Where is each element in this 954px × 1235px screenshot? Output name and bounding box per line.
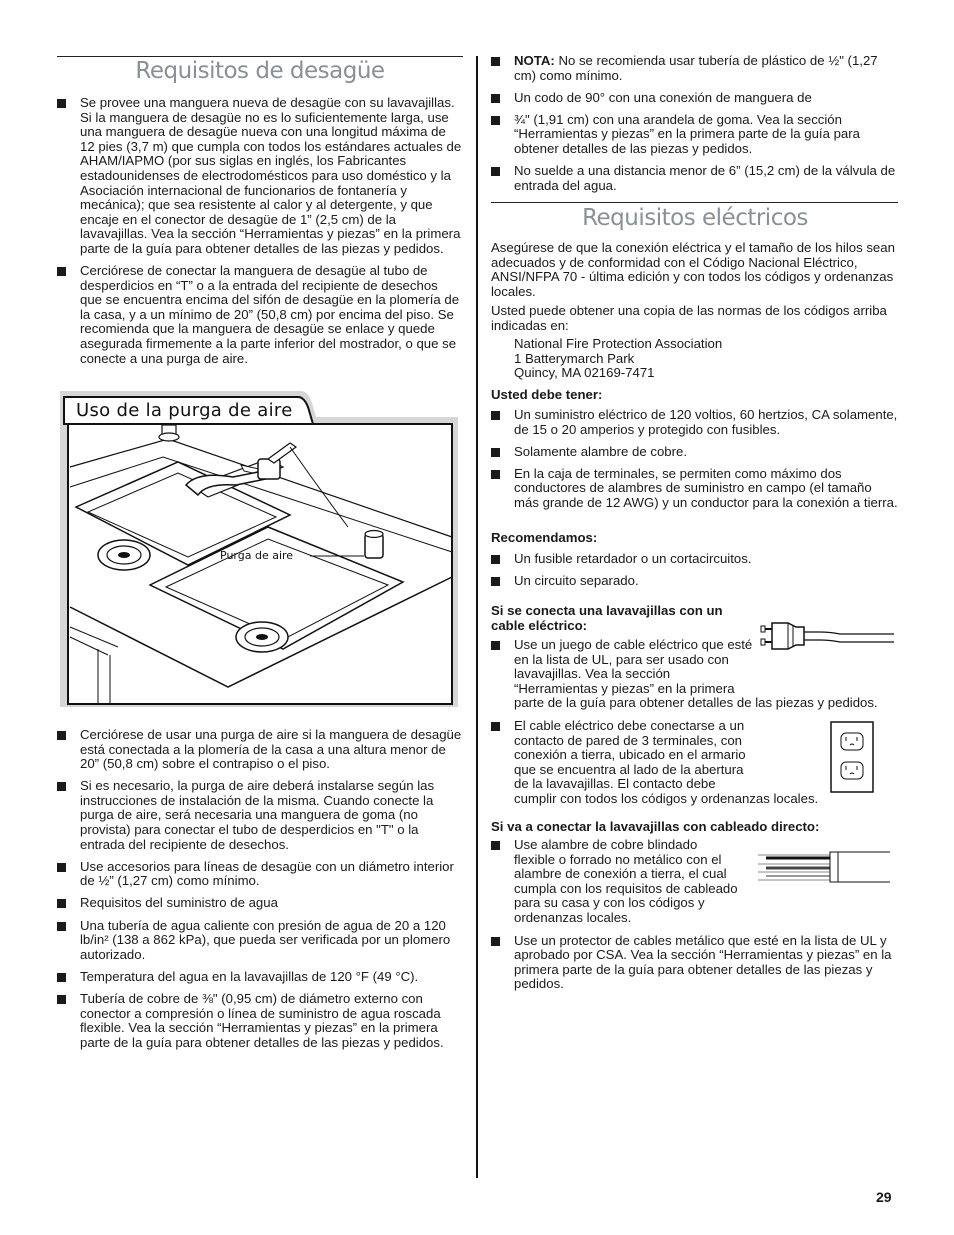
electrical-requirements-heading: Requisitos eléctricos	[582, 205, 808, 231]
rule-electrical	[491, 202, 898, 203]
list-item: Un circuito separado.	[491, 574, 899, 589]
bullet-square-icon	[491, 470, 500, 479]
list-item: Se provee una manguera nueva de desagüe con su lavavajillas. Si la manguera de desagüe no es lo suficientemente larga, use una manguera de desagüe nueva con una longitud máxima de 12 pies (3,7 m) que cumpla con todos los estándares actuales de AHAM/IAPMO (por sus siglas en inglés, los Fabricantes estadounidenses de electrodomésticos para uso doméstico y la Asociación internacional de funcionarios de fontanería y mecánica); que sea resistente al calor y al detergente, y que encaje en el conector de desagüe de 1” (2,5 cm) de la lavavajillas. Vea la sección “Herramientas y piezas” en la primera parte de la guía para obtener detalles de las piezas y pedidos.	[57, 96, 463, 257]
bullet-square-icon	[491, 555, 500, 564]
bullet-square-icon	[491, 167, 500, 176]
page-number: 29	[876, 1189, 892, 1205]
list-item: No suelde a una distancia menor de 6” (15,2 cm) de la válvula de entrada del agua.	[491, 164, 899, 193]
bullet-square-icon	[57, 995, 66, 1004]
direct-wire-heading: Si va a conectar la lavavajillas con cableado directo:	[491, 819, 820, 834]
list-item: En la caja de terminales, se permiten como máximo dos conductores de alambres de suministro en campo (el tamaño más grande de 12 AWG) y un conductor para la conexión a tierra.	[491, 467, 899, 511]
electrical-intro: Asegúrese de que la conexión eléctrica y el tamaño de los hilos sean adecuados y de conformidad con el Código Nacional Eléctrico, ANSI/NFPA 70 - última edición y con todos los códigos y ordenanzas locales.	[491, 240, 895, 299]
bullet-square-icon	[491, 641, 500, 650]
drain-bullets-top	[57, 96, 463, 374]
figure-title: Uso de la purga de aire	[76, 400, 293, 421]
bullet-square-icon	[491, 577, 500, 586]
list-item: Use un protector de cables metálico que esté en la lista de UL y aprobado por CSA. Vea la sección “Herramientas y piezas” en la primera parte de la guía para obtener detalles de las piezas y pedidos.	[491, 934, 899, 992]
bullet-square-icon	[57, 922, 66, 931]
drain-bullets-bottom	[57, 728, 463, 1058]
sink-illustration	[58, 387, 460, 709]
top-rule-left	[57, 56, 463, 57]
bullet-square-icon	[57, 99, 66, 108]
list-item: Temperatura del agua en la lavavajillas de 120 °F (49 °C).	[57, 970, 463, 985]
recommend-heading: Recomendamos:	[491, 530, 598, 545]
bullet-square-icon	[491, 57, 500, 66]
bullet-square-icon	[491, 448, 500, 457]
list-item: Cerciórese de conectar la manguera de desagüe al tubo de desperdicios en “T” o a la entrada del recipiente de desechos que se encuentra encima del sifón de desagüe en la plomería de la casa, y a un mínimo de 20” (50,8 cm) por encima del piso. Se recomienda que la manguera de desagüe se enlace y quede asegurada firmemente a la parte inferior del mostrador, o que se conecte a una purga de aire.	[57, 264, 463, 366]
drain-requirements-heading: Requisitos de desagüe	[135, 58, 385, 84]
bullet-square-icon	[57, 863, 66, 872]
bullet-square-icon	[57, 973, 66, 982]
list-item: Un fusible retardador o un cortacircuitos.	[491, 552, 899, 567]
bullet-square-icon	[57, 731, 66, 740]
list-item: Un suministro eléctrico de 120 voltios, 60 hertzios, CA solamente, de 15 o 20 amperios y protegido con fusibles.	[491, 408, 899, 437]
nfpa-address: National Fire Protection Association 1 Batterymarch Park Quincy, MA 02169-7471	[514, 336, 723, 381]
wall-outlet-icon	[830, 721, 874, 793]
bullet-square-icon	[57, 267, 66, 276]
water-bullets	[491, 54, 899, 201]
bullet-square-icon	[491, 937, 500, 946]
air-gap-figure	[58, 387, 460, 709]
list-item: Use alambre de cobre blindado flexible o forrado no metálico con el alambre de conexión a tierra, el cual cumpla con los requisitos de cableado para su casa y con los códigos y ordenanzas locales.	[491, 838, 899, 926]
list-item: Cerciórese de usar una purga de aire si la manguera de desagüe está conectada a la plomería de la casa a una altura menor de 20” (50,8 cm) sobre el contrapiso o el piso.	[57, 728, 463, 772]
must-have-heading: Usted debe tener:	[491, 387, 603, 402]
list-item: El cable eléctrico debe conectarse a un contacto de pared de 3 terminales, con conexión a tierra, ubicado en el armario que se encuentra al lado de la abertura de la lavavajillas. El contacto debe cumplir con todos los códigos y ordenanzas locales.	[491, 719, 899, 807]
list-item: Un codo de 90° con una conexión de manguera de	[491, 91, 899, 106]
bullet-square-icon	[57, 899, 66, 908]
bullet-square-icon	[491, 722, 500, 731]
must-have-list	[491, 408, 899, 518]
bullet-square-icon	[491, 841, 500, 850]
list-item: Tubería de cobre de ⅜" (0,95 cm) de diámetro externo con conector a compresión o línea de suministro de agua roscada flexible. Vea la sección “Herramientas y piezas” en la primera parte de la guía para obtener detalles de las piezas y pedidos.	[57, 992, 463, 1050]
direct-wire-list	[491, 838, 899, 999]
list-item: Solamente alambre de cobre.	[491, 445, 899, 460]
air-gap-callout: Purga de aire	[220, 549, 294, 562]
bullet-square-icon	[491, 94, 500, 103]
list-item: Use un juego de cable eléctrico que esté en la lista de UL, para ser usado con lavavajillas. Vea la sección “Herramientas y piezas” en la primera parte de la guía para obtener detalles de las piezas y pedidos.	[491, 638, 899, 711]
electrical-intro-2: Usted puede obtener una copia de las normas de los códigos arriba indicadas en:	[491, 303, 887, 333]
column-divider	[476, 56, 478, 1178]
cord-heading: Si se conecta una lavavajillas con un cable eléctrico:	[491, 603, 723, 633]
list-item: Si es necesario, la purga de aire deberá instalarse según las instrucciones de instalación de la misma. Cuando conecte la purga de aire, será necesaria una manguera de goma (no provista) para conectar el tubo de desperdicios en "T" o la entrada del recipiente de desechos.	[57, 779, 463, 852]
list-item: Requisitos del suministro de agua	[57, 896, 463, 911]
recommend-list	[491, 552, 899, 596]
list-item: NOTA: No se recomienda usar tubería de plástico de ½" (1,27 cm) como mínimo.	[491, 54, 899, 83]
list-item: ¾" (1,91 cm) con una arandela de goma. Vea la sección “Herramientas y piezas” en la primera parte de la guía para obtener detalles de las piezas y pedidos.	[491, 113, 899, 157]
list-item: Use accesorios para líneas de desagüe con un diámetro interior de ½” (1,27 cm) como mínimo.	[57, 860, 463, 889]
bullet-square-icon	[57, 782, 66, 791]
list-item: Una tubería de agua caliente con presión de agua de 20 a 120 lb/in² (138 a 862 kPa), que pueda ser verificada por un plomero autorizado.	[57, 919, 463, 963]
bullet-square-icon	[491, 411, 500, 420]
bullet-square-icon	[491, 116, 500, 125]
